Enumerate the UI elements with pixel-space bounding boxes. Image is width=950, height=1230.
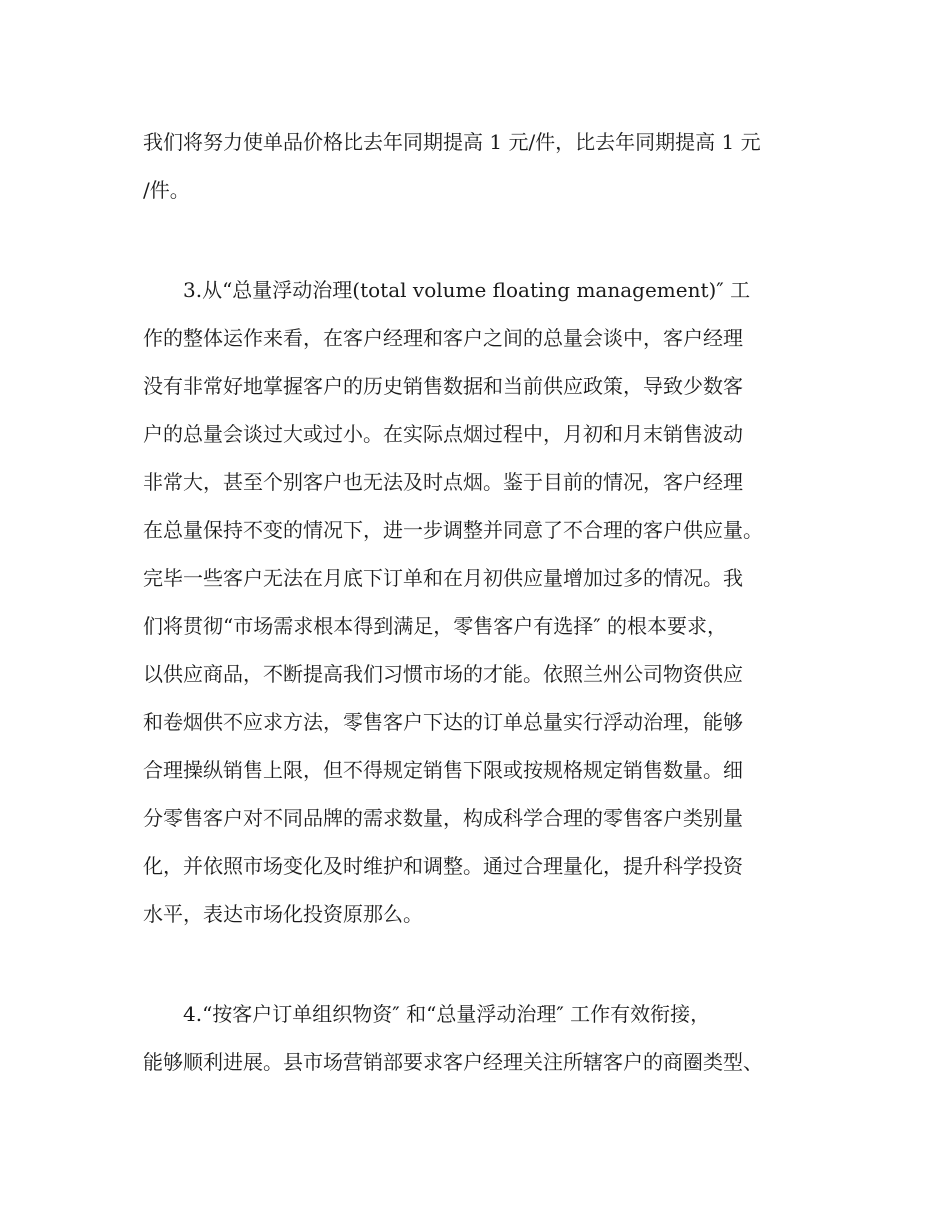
text-line: 以供应商品，不断提高我们习惯市场的才能。依照兰州公司物资供应 [143, 662, 743, 686]
text-line: /件。 [143, 178, 190, 202]
text-line: 我们将努力使单品价格比去年同期提高 1 元/件，比去年同期提高 1 元 [143, 130, 761, 154]
text-line: 能够顺利进展。县市场营销部要求客户经理关注所辖客户的商圈类型、 [143, 1050, 763, 1074]
text-line: 合理操纵销售上限，但不得规定销售下限或按规格规定销售数量。细 [143, 758, 743, 782]
text-line: 作的整体运作来看，在客户经理和客户之间的总量会谈中，客户经理 [143, 326, 743, 350]
text-line: 4.“按客户订单组织物资″ 和“总量浮动治理″ 工作有效衔接， [183, 1002, 711, 1026]
text-line: 3.从“总量浮动治理(total volume floating management)″ 工 [183, 278, 751, 302]
paragraph-section-4 [143, 990, 813, 1086]
text-line: 分零售客户对不同品牌的需求数量，构成科学合理的零售客户类别量 [143, 806, 743, 830]
text-line: 水平，表达市场化投资原那么。 [143, 902, 423, 926]
text-line: 没有非常好地掌握客户的历史销售数据和当前供应政策，导致少数客 [143, 374, 743, 398]
text-line: 完毕一些客户无法在月底下订单和在月初供应量增加过多的情况。我 [143, 566, 743, 590]
text-line: 非常大，甚至个别客户也无法及时点烟。鉴于目前的情况，客户经理 [143, 470, 743, 494]
paragraph-section-3 [143, 266, 813, 938]
text-line: 化，并依照市场变化及时维护和调整。通过合理量化，提升科学投资 [143, 854, 743, 878]
text-line: 们将贯彻“市场需求根本得到满足，零售客户有选择″ 的根本要求， [143, 614, 728, 638]
paragraph-price-target [143, 118, 813, 214]
text-line: 和卷烟供不应求方法，零售客户下达的订单总量实行浮动治理，能够 [143, 710, 743, 734]
text-line: 户的总量会谈过大或过小。在实际点烟过程中，月初和月末销售波动 [143, 422, 743, 446]
text-line: 在总量保持不变的情况下，进一步调整并同意了不合理的客户供应量。 [143, 518, 763, 542]
